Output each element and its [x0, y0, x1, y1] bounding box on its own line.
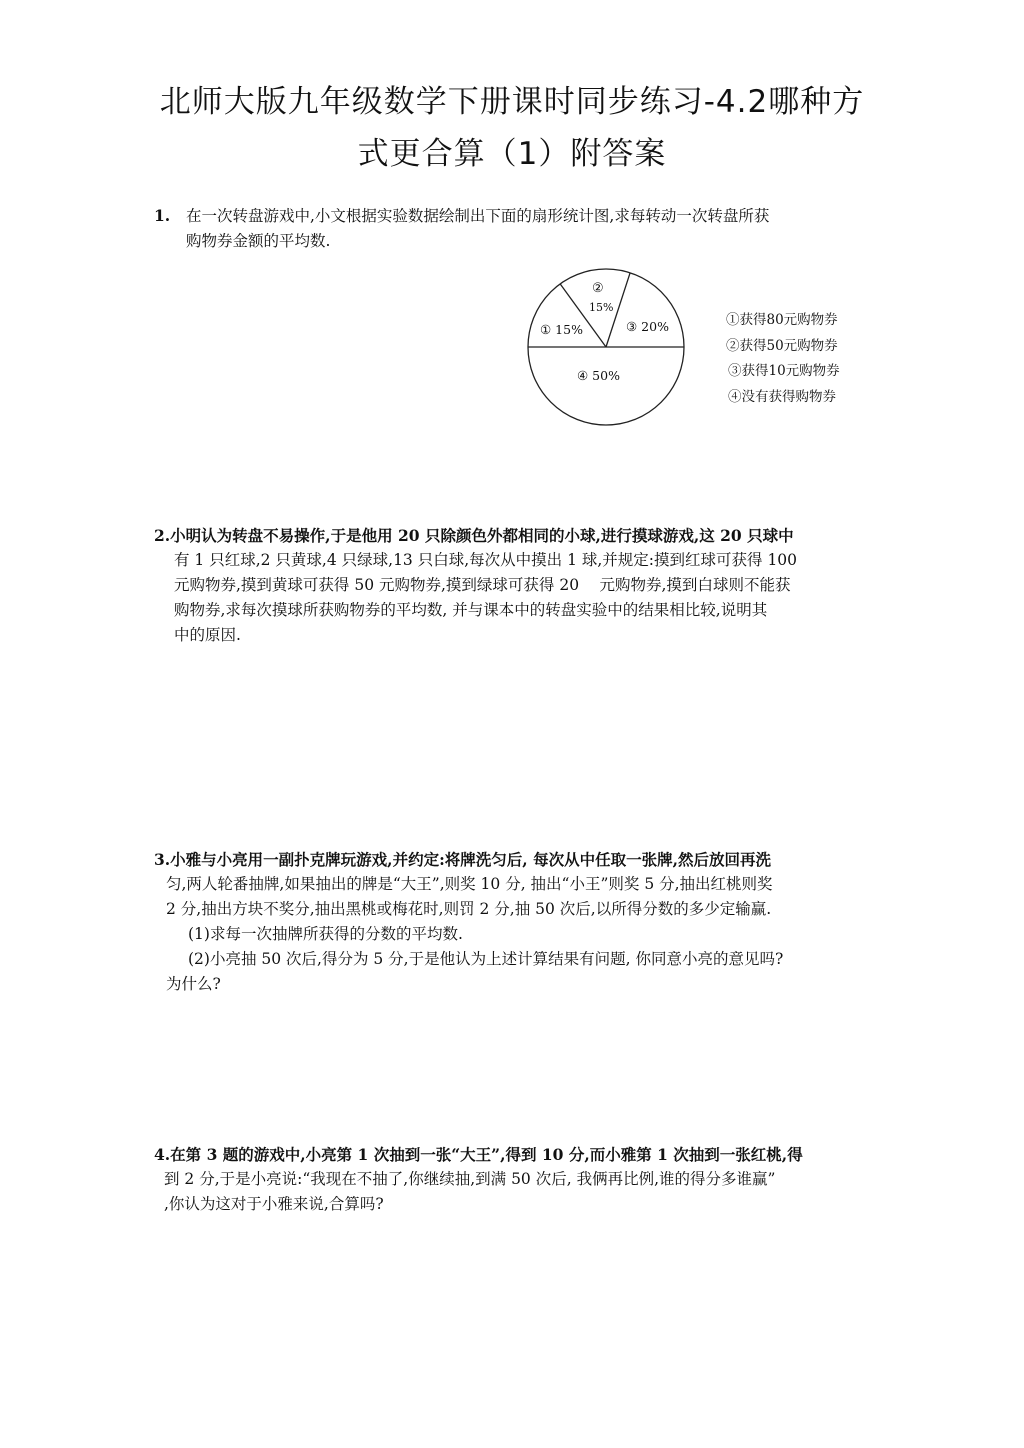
legend-item-1: ①获得80元购物券	[726, 312, 838, 328]
pie-label-1: ① 15%	[540, 322, 583, 337]
legend-item-4: ④没有获得购物券	[728, 388, 836, 405]
question-2-line5: 中的原因.	[174, 626, 241, 644]
question-1	[154, 203, 874, 254]
legend-item-2: ②获得50元购物券	[726, 337, 838, 354]
question-4-line3: ,你认为这对于小雅来说,合算吗?	[164, 1195, 384, 1213]
page-title-line2: 式更合算（1）附答案	[357, 136, 667, 172]
pie-label-4: ④ 50%	[577, 368, 620, 383]
page-title-line1: 北师大版九年级数学下册课时同步练习-4.2哪种方	[159, 84, 865, 120]
pie-legend	[726, 308, 840, 410]
question-1-text-line1: 在一次转盘游戏中,小文根据实验数据绘制出下面的扇形统计图,求每转动一次转盘所获	[186, 207, 770, 225]
question-4-line1: 4.在第 3 题的游戏中,小亮第 1 次抽到一张“大王”,得到 10 分,而小雅第 1 次抽到一张红桃,得	[154, 1145, 803, 1164]
legend-item-3: ③获得10元购物券	[728, 363, 840, 379]
question-4	[154, 1142, 884, 1217]
question-2-line2: 有 1 只红球,2 只黄球,4 只绿球,13 只白球,每次从中摸出 1 球,并规定:摸到红球可获得 100	[174, 551, 798, 569]
question-3-line1: 3.小雅与小亮用一副扑克牌玩游戏,并约定:将牌洗匀后, 每次从中任取一张牌,然后放回再洗	[154, 850, 771, 869]
question-4-line2: 到 2 分,于是小亮说:“我现在不抽了,你继续抽,到满 50 次后, 我俩再比例,谁的得分多谁赢”	[164, 1170, 776, 1188]
question-3-sub2: (2)小亮抽 50 次后,得分为 5 分,于是他认为上述计算结果有问题, 你同意小亮的意见吗?	[188, 950, 784, 968]
question-1-number: 1.	[154, 206, 171, 225]
question-3	[154, 847, 884, 997]
question-3-sub2-cont: 为什么?	[166, 975, 221, 993]
question-2-line4: 购物券,求每次摸球所获购物券的平均数, 并与课本中的转盘实验中的结果相比较,说明其	[174, 601, 768, 619]
question-2-line3: 元购物券,摸到黄球可获得 50 元购物券,摸到绿球可获得 20 元购物券,摸到白球则不能获	[174, 576, 791, 594]
pie-label-2: ②	[592, 281, 604, 296]
pie-label-2-percent: 15%	[589, 301, 614, 314]
question-2-line1: 2.小明认为转盘不易操作,于是他用 20 只除颜色外都相同的小球,进行摸球游戏,这 20 只球中	[154, 526, 794, 545]
question-3-line2: 匀,两人轮番抽牌,如果抽出的牌是“大王”,则奖 10 分, 抽出“小王”则奖 5 分,抽出红桃则奖	[166, 875, 773, 893]
pie-chart	[520, 268, 690, 428]
question-3-sub1: (1)求每一次抽牌所获得的分数的平均数.	[188, 925, 463, 943]
pie-label-3: ③ 20%	[626, 319, 669, 334]
question-1-text-line2: 购物券金额的平均数.	[186, 232, 331, 250]
question-2	[154, 523, 884, 648]
question-3-line3: 2 分,抽出方块不奖分,抽出黑桃或梅花时,则罚 2 分,抽 50 次后,以所得分数的多少定输赢.	[166, 900, 772, 918]
